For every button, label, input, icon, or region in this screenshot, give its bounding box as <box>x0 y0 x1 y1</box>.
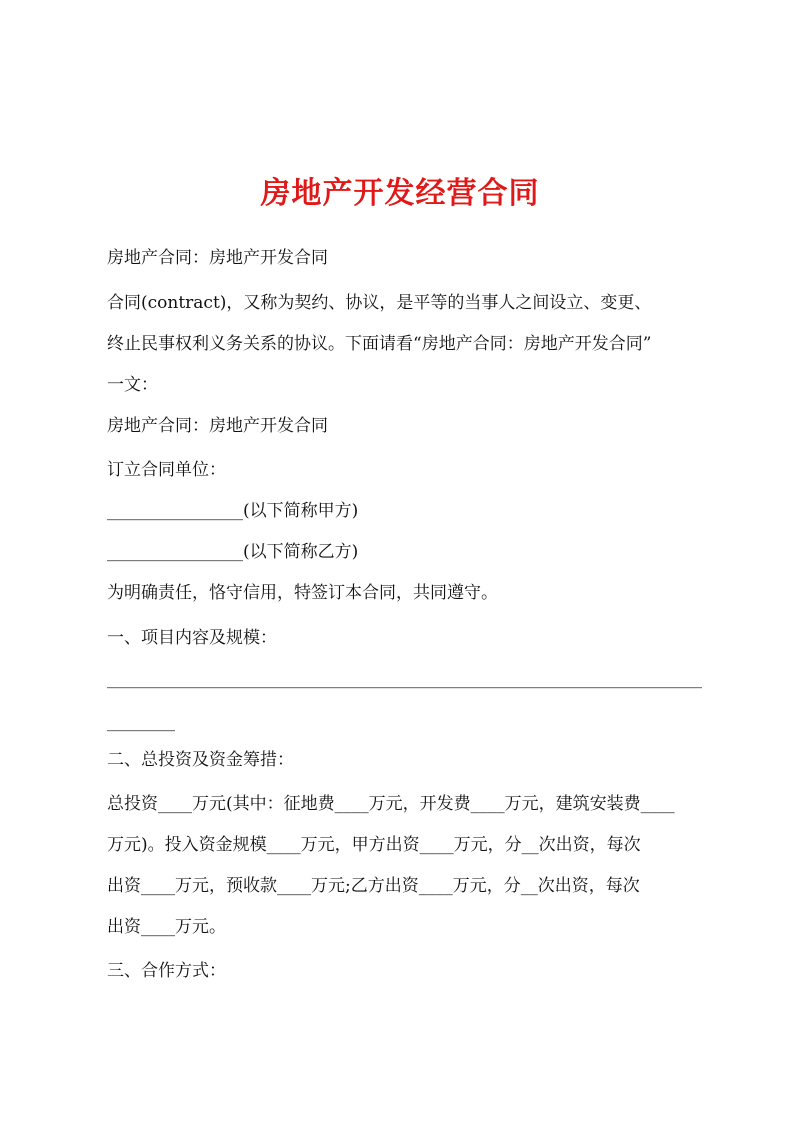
document-title: 房地产开发经营合同 <box>260 176 540 211</box>
party-b-line: ________________(以下简称乙方) <box>107 542 359 562</box>
section-2-heading: 二、总投资及资金筹措： <box>107 750 294 770</box>
parties-label: 订立合同单位： <box>107 460 226 480</box>
intro-line-3: 一文： <box>107 375 158 395</box>
section-1-blank-line-end: ________ <box>107 712 175 732</box>
section-3-heading: 三、合作方式： <box>107 961 226 981</box>
investment-line-4: 出资____万元。 <box>107 917 226 937</box>
section-1-heading: 一、项目内容及规模： <box>107 628 277 648</box>
contract-heading: 房地产合同：房地产开发合同 <box>107 416 328 436</box>
intro-line-2: 终止民事权利义务关系的协议。下面请看“房地产合同：房地产开发合同” <box>107 334 652 354</box>
investment-line-2: 万元)。投入资金规模____万元，甲方出资____万元，分__次出资，每次 <box>107 835 641 855</box>
investment-line-1: 总投资____万元(其中：征地费____万元，开发费____万元，建筑安装费____ <box>107 794 675 814</box>
investment-line-3: 出资____万元，预收款____万元;乙方出资____万元，分__次出资，每次 <box>107 876 640 896</box>
section-1-blank-line: ______________________________________________________________________ <box>107 669 702 689</box>
subtitle-line: 房地产合同：房地产开发合同 <box>107 248 328 268</box>
intro-line-1: 合同(contract)，又称为契约、协议，是平等的当事人之间设立、变更、 <box>107 293 652 313</box>
party-a-line: ________________(以下简称甲方) <box>107 501 359 521</box>
purpose-line: 为明确责任，恪守信用，特签订本合同，共同遵守。 <box>107 583 498 603</box>
